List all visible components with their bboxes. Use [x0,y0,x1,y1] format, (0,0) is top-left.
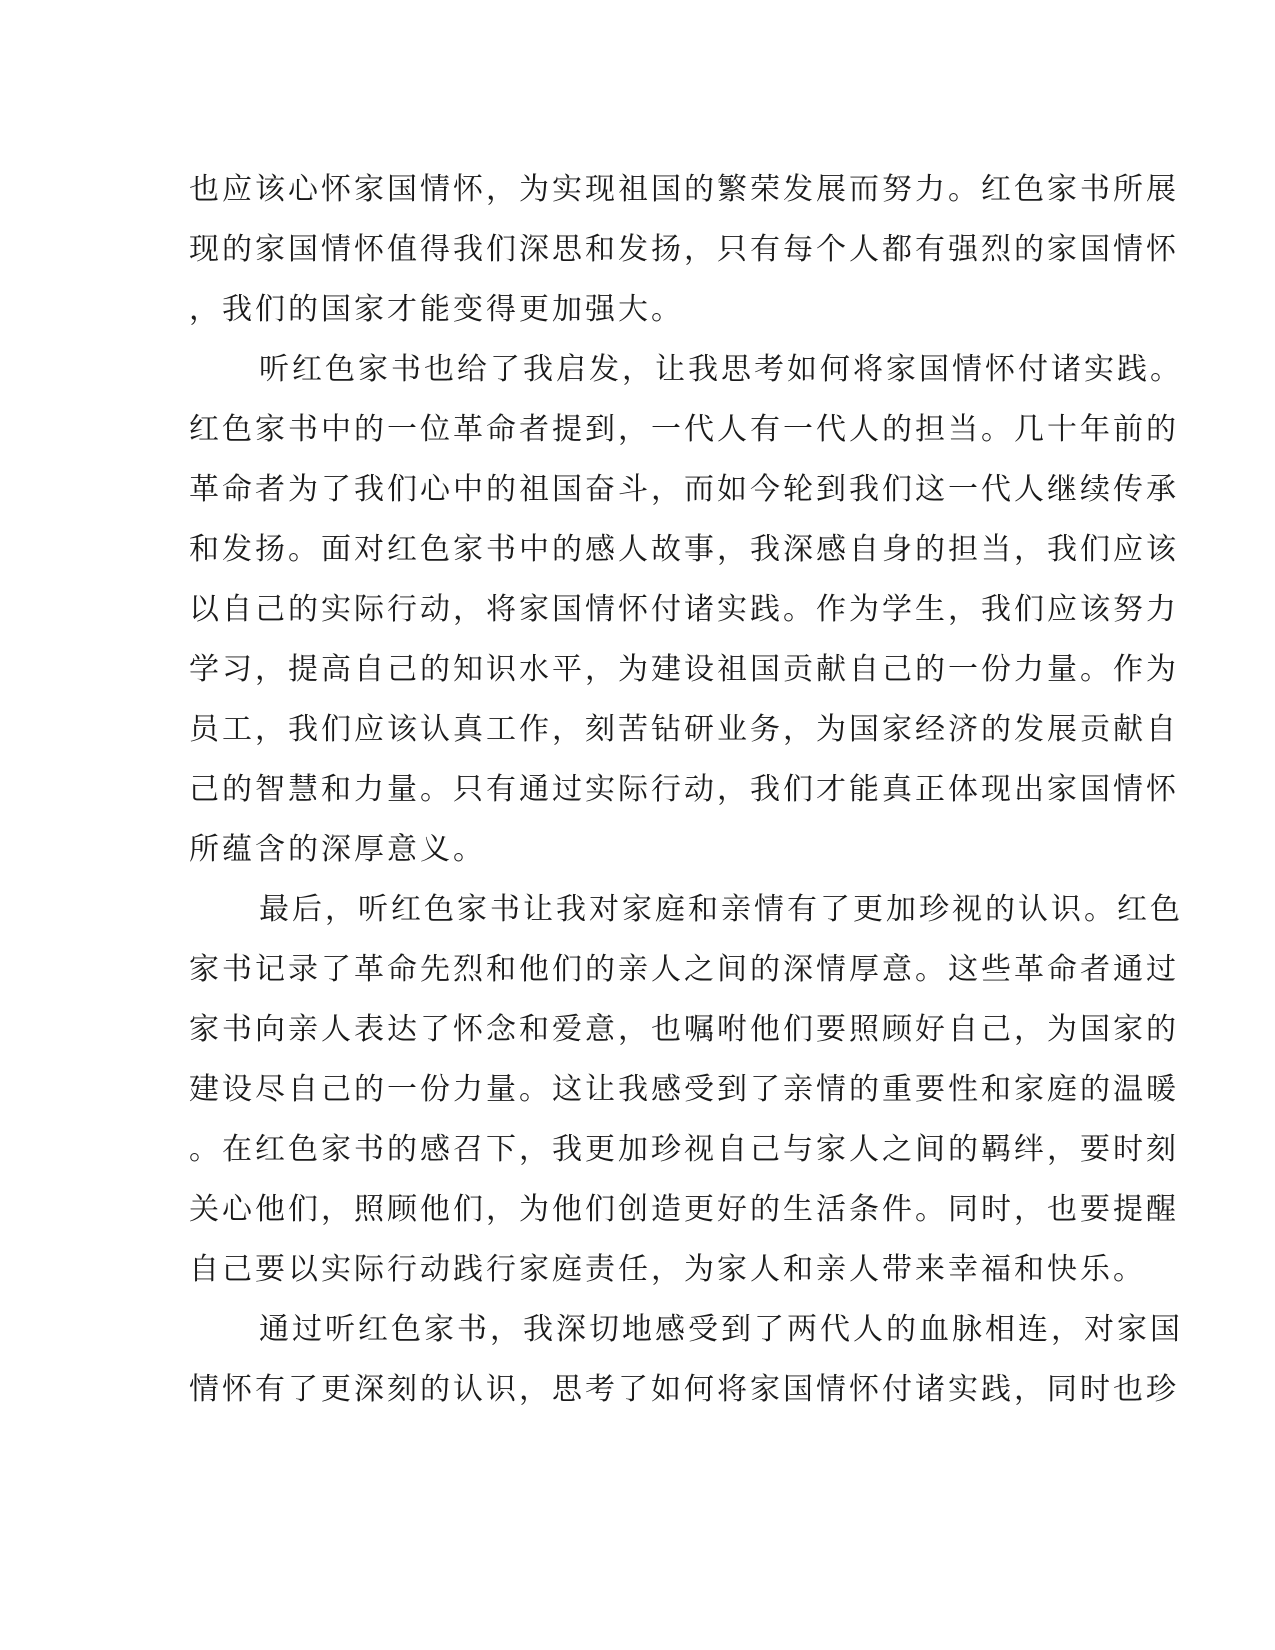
text-line: 也应该心怀家国情怀，为实现祖国的繁荣发展而努力。红色家书所展 [189,172,1179,207]
paragraph-start-line: 最后，听红色家书让我对家庭和亲情有了更加珍视的认识。红色 [259,892,1183,927]
text-line: 家书记录了革命先烈和他们的亲人之间的深情厚意。这些革命者通过 [189,952,1179,987]
text-line: 革命者为了我们心中的祖国奋斗，而如今轮到我们这一代人继续传承 [189,472,1179,507]
text-line: 自己要以实际行动践行家庭责任，为家人和亲人带来幸福和快乐。 [189,1252,1146,1287]
text-line: 员工，我们应该认真工作，刻苦钻研业务，为国家经济的发展贡献自 [189,712,1179,747]
text-line: 所蕴含的深厚意义。 [189,832,486,867]
text-line: 和发扬。面对红色家书中的感人故事，我深感自身的担当，我们应该 [189,532,1179,567]
text-line: 关心他们，照顾他们，为他们创造更好的生活条件。同时，也要提醒 [189,1192,1179,1227]
body-text [189,160,1183,1420]
text-line: 学习，提高自己的知识水平，为建设祖国贡献自己的一份力量。作为 [189,652,1179,687]
text-line: ，我们的国家才能变得更加强大。 [189,292,684,327]
text-line: 家书向亲人表达了怀念和爱意，也嘱咐他们要照顾好自己，为国家的 [189,1012,1179,1047]
paragraph-start-line: 听红色家书也给了我启发，让我思考如何将家国情怀付诸实践。 [259,352,1183,387]
text-line: 建设尽自己的一份力量。这让我感受到了亲情的重要性和家庭的温暖 [189,1072,1179,1107]
text-line: 。在红色家书的感召下，我更加珍视自己与家人之间的羁绊，要时刻 [189,1132,1179,1167]
text-line: 红色家书中的一位革命者提到，一代人有一代人的担当。几十年前的 [189,412,1179,447]
text-line: 情怀有了更深刻的认识，思考了如何将家国情怀付诸实践，同时也珍 [189,1372,1179,1407]
text-line: 己的智慧和力量。只有通过实际行动，我们才能真正体现出家国情怀 [189,772,1179,807]
text-line: 以自己的实际行动，将家国情怀付诸实践。作为学生，我们应该努力 [189,592,1179,627]
text-line: 现的家国情怀值得我们深思和发扬，只有每个人都有强烈的家国情怀 [189,232,1179,267]
paragraph-start-line: 通过听红色家书，我深切地感受到了两代人的血脉相连，对家国 [259,1312,1183,1347]
